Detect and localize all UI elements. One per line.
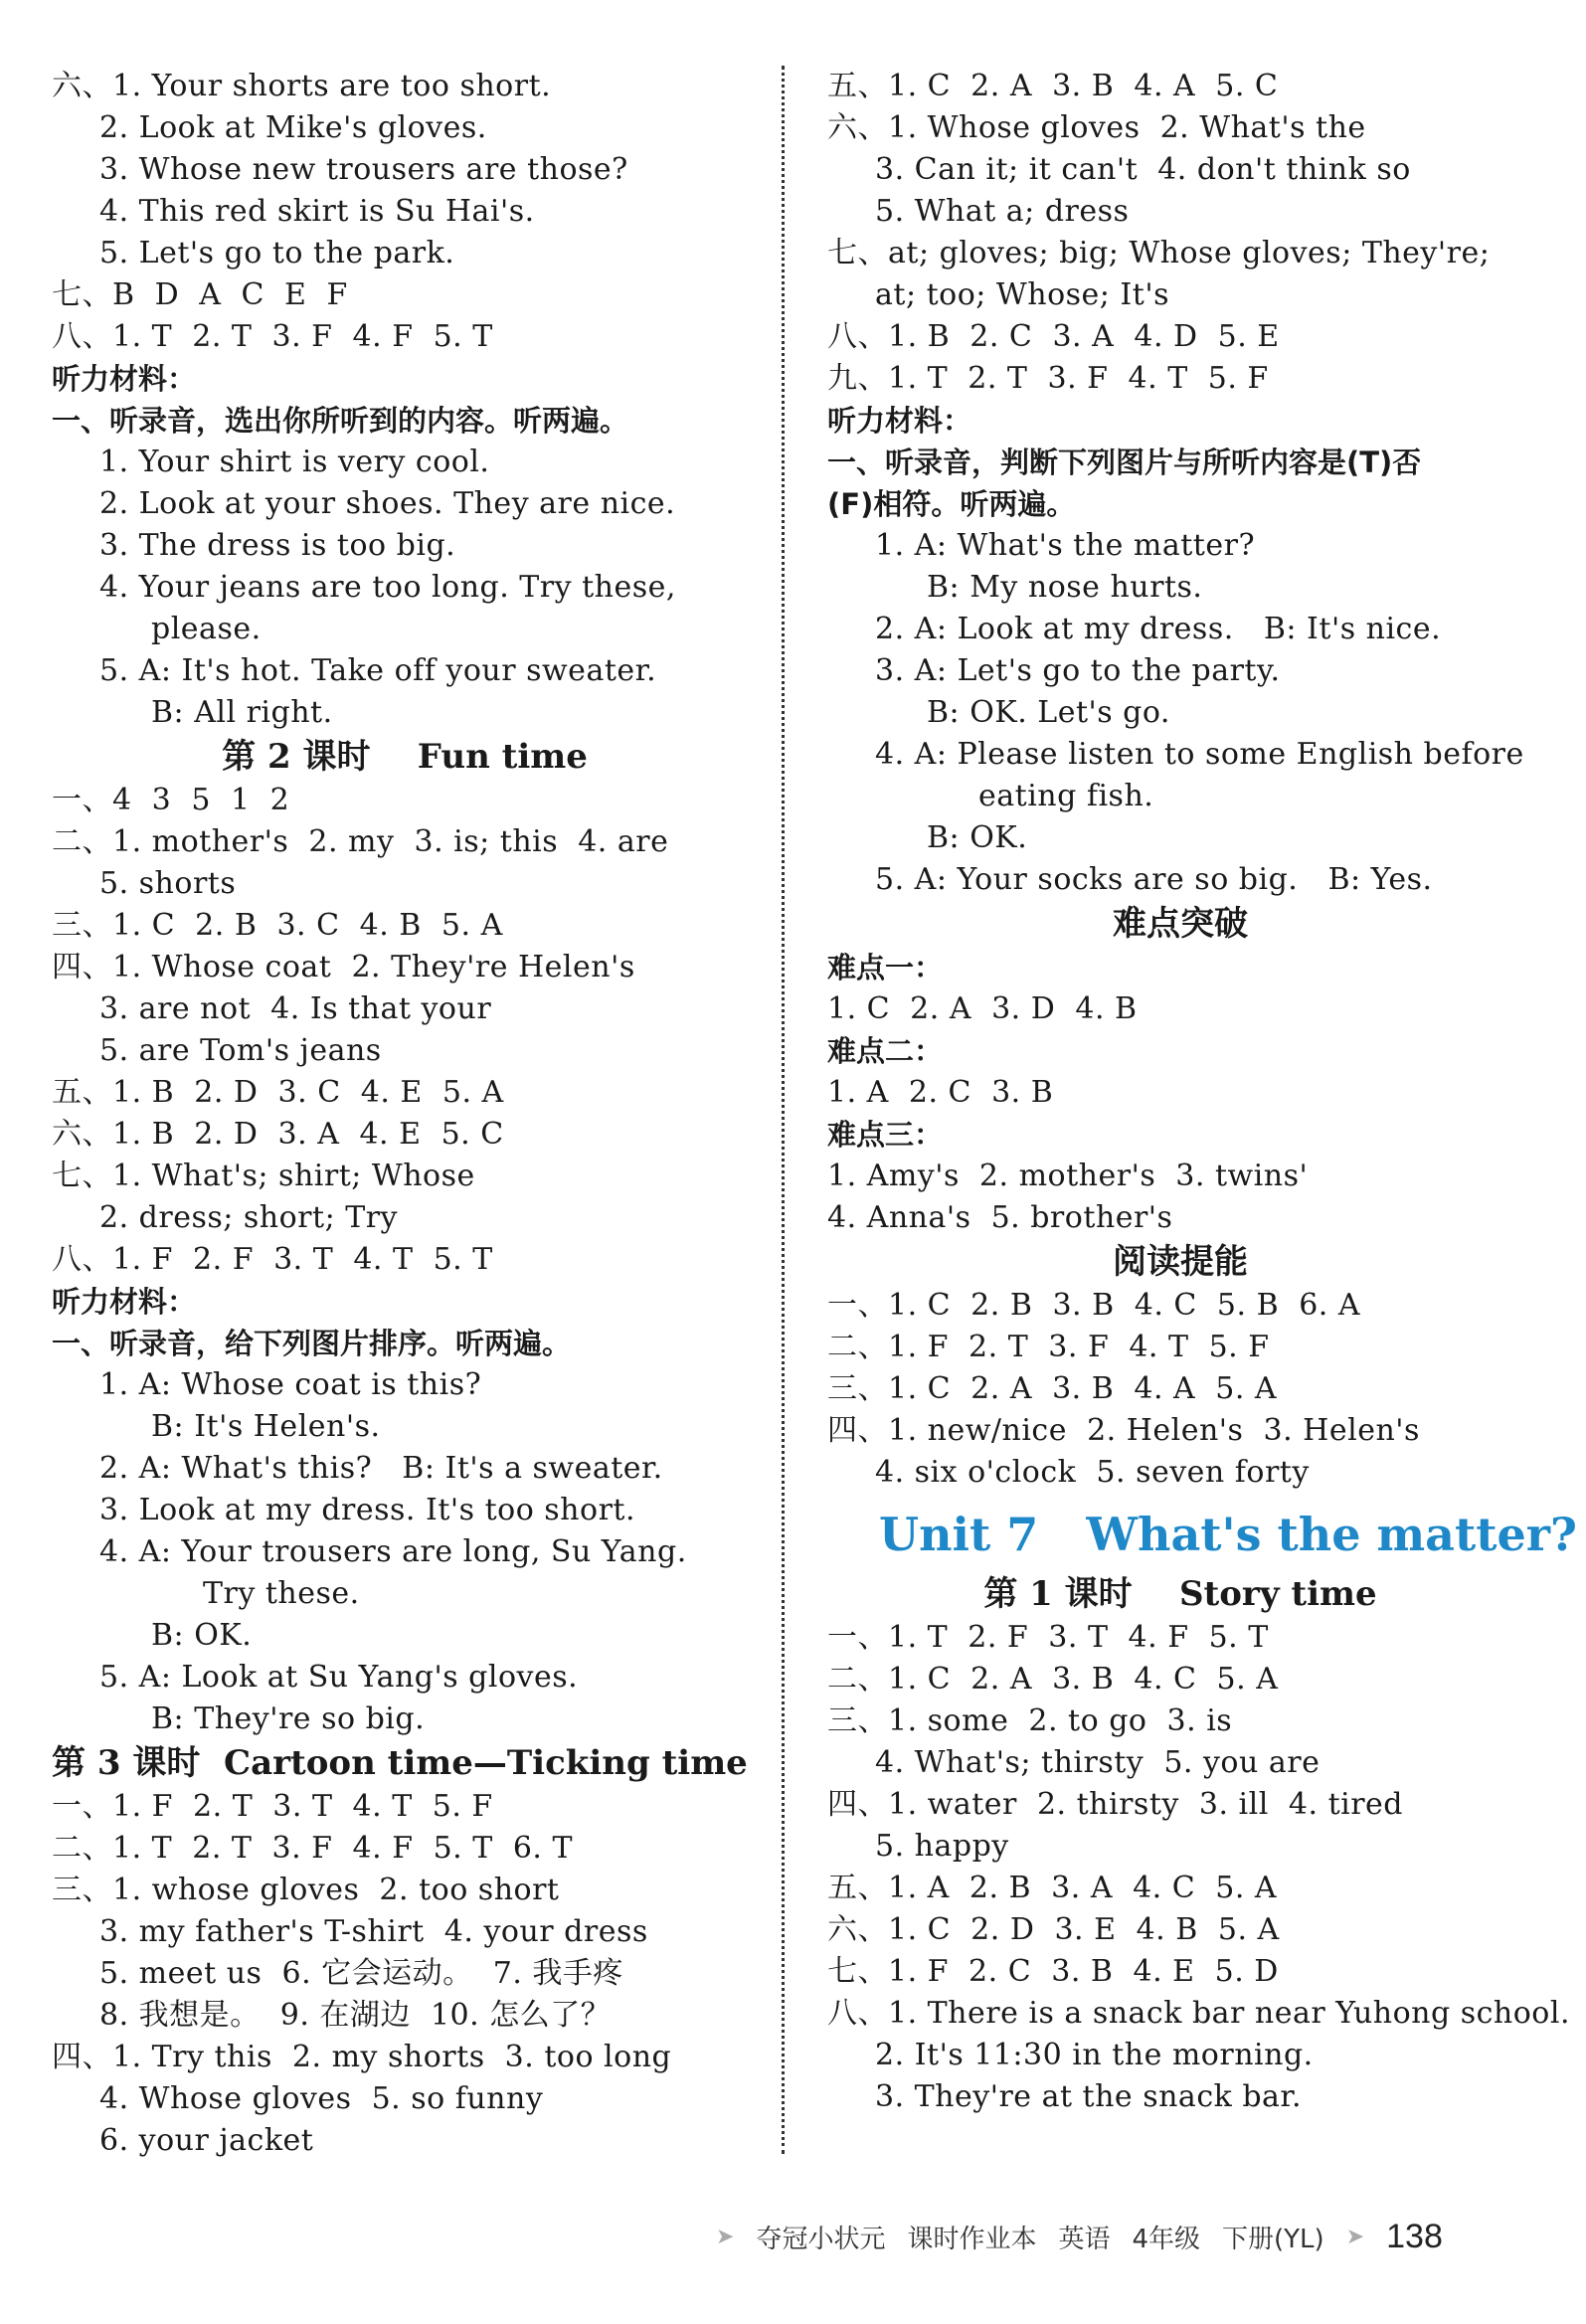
answer-line: 3. my father's T-shirt 4. your dress bbox=[99, 1914, 648, 1949]
page-number: 138 bbox=[1386, 2218, 1443, 2255]
answer-line: 8. 我想是。 9. 在湖边 10. 怎么了？ bbox=[99, 1998, 612, 2033]
answer-line: 九、1. T 2. T 3. F 4. T 5. F bbox=[827, 361, 1269, 396]
answer-line: 一、1. F 2. T 3. T 4. T 5. F bbox=[52, 1789, 493, 1824]
answer-line: 3. They're at the snack bar. bbox=[875, 2079, 1303, 2114]
answer-line: 3. Whose new trousers are those? bbox=[99, 152, 628, 187]
subheading: 难点一： bbox=[827, 951, 944, 984]
arrow-icon: ➤ bbox=[1345, 2225, 1365, 2249]
subheading: (F)相符。听两遍。 bbox=[827, 487, 1076, 521]
answer-line: 四、1. Try this 2. my shorts 3. too long bbox=[52, 2040, 672, 2074]
answer-line: 五、1. B 2. D 3. C 4. E 5. A bbox=[52, 1075, 504, 1110]
answer-line: 1. A: What's the matter? bbox=[875, 528, 1256, 563]
answer-line: 七、1. What's; shirt; Whose bbox=[52, 1159, 475, 1193]
answer-line: 四、1. Whose coat 2. They're Helen's bbox=[52, 950, 635, 984]
answer-line: B: OK. bbox=[151, 1618, 253, 1653]
footer-grade: 4年级 bbox=[1132, 2225, 1201, 2254]
answer-line: 5. A: Look at Su Yang's gloves. bbox=[99, 1660, 579, 1695]
answer-line: 5. meet us 6. 它会运动。 7. 我手疼 bbox=[99, 1956, 623, 1991]
footer-subject: 英语 bbox=[1058, 2225, 1111, 2254]
answer-line: 一、1. T 2. F 3. T 4. F 5. T bbox=[827, 1620, 1269, 1655]
answer-line: 1. Amy's 2. mother's 3. twins' bbox=[827, 1159, 1309, 1193]
answer-line: 六、1. Whose gloves 2. What's the bbox=[827, 110, 1366, 145]
answer-line: 1. A: Whose coat is this? bbox=[99, 1367, 482, 1402]
answer-line: 一、1. C 2. B 3. B 4. C 5. B 6. A bbox=[827, 1288, 1361, 1323]
answer-line: 二、1. mother's 2. my 3. is; this 4. are bbox=[52, 824, 669, 859]
column-divider bbox=[782, 66, 785, 2154]
answer-line: 4. This red skirt is Su Hai's. bbox=[99, 194, 535, 229]
answer-line: 一、4 3 5 1 2 bbox=[52, 783, 290, 817]
answer-line: 4. A: Please listen to some English before bbox=[875, 737, 1524, 772]
subheading: 一、听录音，给下列图片排序。听两遍。 bbox=[52, 1327, 572, 1360]
answer-line: 4. six o'clock 5. seven forty bbox=[875, 1455, 1310, 1490]
answer-line: B: OK. Let's go. bbox=[927, 695, 1170, 730]
answer-line: 1. Your shirt is very cool. bbox=[99, 445, 490, 479]
unit-title: Unit 7 What's the matter? bbox=[879, 1508, 1577, 1561]
answer-line: 八、1. F 2. F 3. T 4. T 5. T bbox=[52, 1242, 493, 1277]
subheading: 难点三： bbox=[827, 1118, 944, 1152]
footer-book: 课时作业本 bbox=[907, 2225, 1037, 2254]
answer-line: 1. C 2. A 3. D 4. B bbox=[827, 991, 1138, 1026]
answer-line: 4. What's; thirsty 5. you are bbox=[875, 1745, 1321, 1780]
answer-line: 2. Look at your shoes. They are nice. bbox=[99, 486, 676, 521]
answer-line: 七、at; gloves; big; Whose gloves; They're; bbox=[827, 236, 1491, 270]
answer-line: 七、1. F 2. C 3. B 4. E 5. D bbox=[827, 1954, 1279, 1989]
answer-line: 4. Whose gloves 5. so funny bbox=[99, 2081, 544, 2116]
right-column bbox=[827, 66, 1577, 2118]
answer-line: Try these. bbox=[203, 1576, 360, 1611]
answer-line: 五、1. C 2. A 3. B 4. A 5. C bbox=[827, 69, 1279, 103]
answer-line: 2. Look at Mike's gloves. bbox=[99, 110, 487, 145]
answer-line: 3. A: Let's go to the party. bbox=[875, 653, 1281, 688]
answer-line: 五、1. A 2. B 3. A 4. C 5. A bbox=[827, 1871, 1278, 1905]
answer-line: 5. are Tom's jeans bbox=[99, 1033, 382, 1068]
subheading: 听力材料： bbox=[52, 1285, 197, 1319]
answer-line: 七、B D A C E F bbox=[52, 277, 348, 312]
section-heading: 阅读提能 bbox=[1113, 1242, 1248, 1282]
section-heading: 难点突破 bbox=[1113, 904, 1248, 944]
answer-line: 3. Look at my dress. It's too short. bbox=[99, 1493, 636, 1527]
page-footer bbox=[716, 2218, 1531, 2256]
answer-line: 三、1. C 2. A 3. B 4. A 5. A bbox=[827, 1371, 1278, 1406]
answer-line: 3. The dress is too big. bbox=[99, 528, 456, 563]
answer-line: 2. A: What's this? B: It's a sweater. bbox=[99, 1451, 663, 1486]
answer-line: 八、1. B 2. C 3. A 4. D 5. E bbox=[827, 319, 1280, 354]
answer-line: B: It's Helen's. bbox=[151, 1409, 381, 1444]
answer-line: 1. A 2. C 3. B bbox=[827, 1075, 1054, 1110]
subheading: 一、听录音，选出你所听到的内容。听两遍。 bbox=[52, 404, 629, 438]
answer-line: 八、1. There is a snack bar near Yuhong school. bbox=[827, 1996, 1570, 2031]
answer-line: 5. A: It's hot. Take off your sweater. bbox=[99, 653, 657, 688]
answer-line: 四、1. new/nice 2. Helen's 3. Helen's bbox=[827, 1413, 1420, 1448]
answer-line: 5. happy bbox=[875, 1829, 1009, 1864]
footer-brand: 夺冠小状元 bbox=[756, 2225, 886, 2254]
section-heading: 第 3 课时 Cartoon time—Ticking time bbox=[52, 1743, 748, 1783]
arrow-icon: ➤ bbox=[716, 2225, 735, 2249]
answer-line: B: My nose hurts. bbox=[927, 570, 1203, 605]
subheading: 一、听录音，判断下列图片与所听内容是(T)否 bbox=[827, 446, 1422, 479]
answer-line: 5. What a; dress bbox=[875, 194, 1130, 229]
answer-line: 四、1. water 2. thirsty 3. ill 4. tired bbox=[827, 1787, 1404, 1822]
subheading: 听力材料： bbox=[52, 362, 197, 396]
answer-line: 六、1. C 2. D 3. E 4. B 5. A bbox=[827, 1912, 1280, 1947]
answer-line: 4. A: Your trousers are long, Su Yang. bbox=[99, 1534, 687, 1569]
answer-line: please. bbox=[151, 612, 262, 646]
answer-line: 三、1. whose gloves 2. too short bbox=[52, 1873, 560, 1907]
answer-line: 2. A: Look at my dress. B: It's nice. bbox=[875, 612, 1442, 646]
answer-line: 2. It's 11:30 in the morning. bbox=[875, 2038, 1314, 2072]
answer-line: 六、1. Your shorts are too short. bbox=[52, 69, 552, 103]
section-heading: 第 2 课时 Fun time bbox=[222, 737, 588, 777]
subheading: 听力材料： bbox=[827, 404, 972, 438]
answer-line: eating fish. bbox=[978, 779, 1154, 813]
answer-line: 二、1. T 2. T 3. F 4. F 5. T 6. T bbox=[52, 1831, 573, 1866]
answer-line: 4. Your jeans are too long. Try these, bbox=[99, 570, 676, 605]
answer-line: 6. your jacket bbox=[99, 2123, 314, 2158]
section-heading: 第 1 课时 Story time bbox=[983, 1574, 1377, 1614]
answer-line: 5. A: Your socks are so big. B: Yes. bbox=[875, 862, 1433, 897]
left-column bbox=[52, 66, 758, 2162]
subheading: 难点二： bbox=[827, 1034, 944, 1068]
answer-line: 4. Anna's 5. brother's bbox=[827, 1200, 1173, 1235]
answer-line: 3. are not 4. Is that your bbox=[99, 991, 492, 1026]
footer-volume: 下册(YL) bbox=[1222, 2225, 1324, 2254]
answer-line: B: All right. bbox=[151, 695, 333, 730]
answer-line: 二、1. C 2. A 3. B 4. C 5. A bbox=[827, 1662, 1279, 1697]
answer-line: 5. Let's go to the park. bbox=[99, 236, 455, 270]
answer-line: 5. shorts bbox=[99, 866, 237, 901]
answer-line: B: They're so big. bbox=[151, 1701, 426, 1736]
answer-line: 三、1. some 2. to go 3. is bbox=[827, 1703, 1233, 1738]
answer-line: 六、1. B 2. D 3. A 4. E 5. C bbox=[52, 1117, 504, 1152]
answer-line: 3. Can it; it can't 4. don't think so bbox=[875, 152, 1411, 187]
answer-line: 八、1. T 2. T 3. F 4. F 5. T bbox=[52, 319, 493, 354]
answer-line: B: OK. bbox=[927, 820, 1028, 855]
answer-line: 2. dress; short; Try bbox=[99, 1200, 399, 1235]
answer-line: at; too; Whose; It's bbox=[875, 277, 1169, 312]
answer-line: 二、1. F 2. T 3. F 4. T 5. F bbox=[827, 1330, 1270, 1364]
answer-line: 三、1. C 2. B 3. C 4. B 5. A bbox=[52, 908, 503, 943]
